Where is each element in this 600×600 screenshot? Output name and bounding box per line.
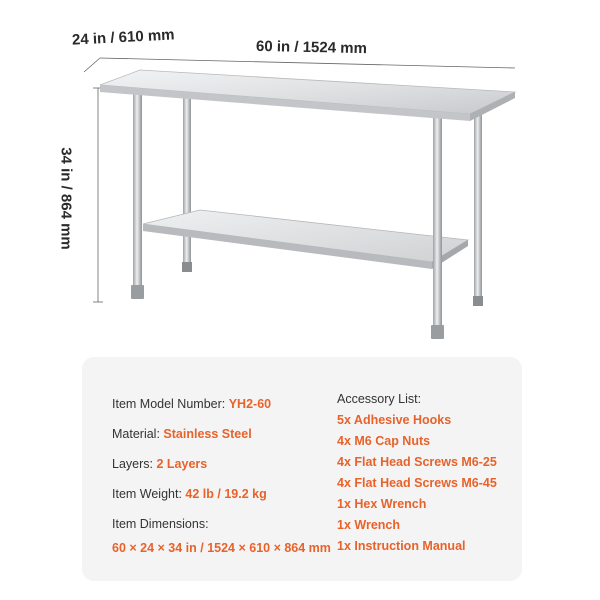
dimensions-value: 60 × 24 × 34 in / 1524 × 610 × 864 mm [112,541,331,555]
width-dimension-label: 60 in / 1524 mm [255,37,368,58]
accessory-item: 1x Wrench [337,518,400,532]
back-right-leg [474,112,482,304]
depth-dimension-label: 24 in / 610 mm [71,26,175,49]
height-dimension-label: 34 in / 864 mm [57,147,75,250]
material-label: Material: [112,427,160,441]
weight-value: 42 lb / 19.2 kg [185,487,267,501]
layers-row [112,449,331,479]
front-right-leg [433,118,442,332]
specification-card [82,357,522,581]
model-number-label: Item Model Number: [112,397,226,411]
accessory-item: 4x Flat Head Screws M6-25 [337,455,497,469]
model-number-value: YH2-60 [228,397,272,411]
model-number-row [112,389,331,419]
front-left-leg [133,92,142,292]
back-left-leg [183,96,191,272]
layers-value: 2 Layers [156,457,208,471]
accessory-item: 4x Flat Head Screws M6-45 [337,476,497,490]
accessory-item: 1x Instruction Manual [337,539,466,553]
accessory-list [337,389,497,557]
accessory-item: 4x M6 Cap Nuts [337,434,431,448]
material-value: Stainless Steel [163,427,252,441]
material-row [112,419,331,449]
dimensions-value-row [112,533,331,563]
specs-column [112,389,331,563]
weight-label: Item Weight: [112,487,182,501]
weight-row [112,479,331,509]
accessory-list-title: Accessory List: [337,392,422,406]
layers-label: Layers: [112,457,153,471]
accessory-item: 1x Hex Wrench [337,497,427,511]
accessory-item: 5x Adhesive Hooks [337,413,452,427]
dimensions-label: Item Dimensions: [112,517,209,531]
